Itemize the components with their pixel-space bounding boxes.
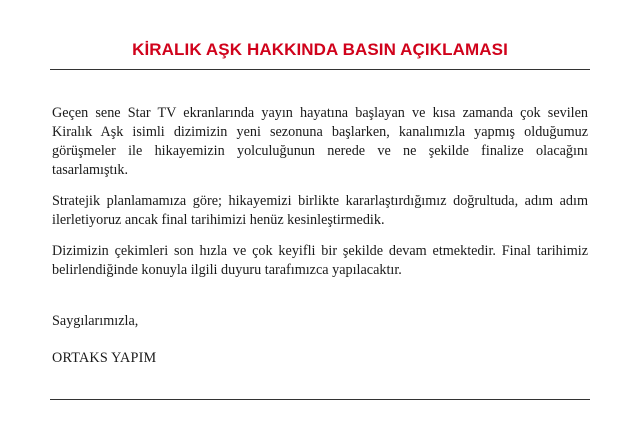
company-signature: ORTAKS YAPIM <box>52 350 157 366</box>
paragraph-1: Geçen sene Star TV ekranlarında yayın hayatına başlayan ve kısa zamanda çok sevilen Kiralık Aşk isimli dizimizin yeni sezonuna başlarken, kanalımızla yapmış olduğumuz görüşmeler ile hikayemizin yolculuğunun nerede ve ne şekilde finalize olacağını tasarlamıştık. <box>52 105 588 178</box>
document-body <box>52 104 588 292</box>
bottom-divider <box>50 399 590 400</box>
top-divider <box>50 69 590 70</box>
paragraph-3: Dizimizin çekimleri son hızla ve çok keyifli bir şekilde devam etmektedir. Final tarihimiz belirlendiğinde konuyla ilgili duyuru tarafımızca yapılacaktır. <box>52 243 588 278</box>
closing-text: Saygılarımızla, <box>52 313 139 329</box>
document-title: KİRALIK AŞK HAKKINDA BASIN AÇIKLAMASI <box>132 40 508 59</box>
paragraph-2: Stratejik planlamamıza göre; hikayemizi birlikte kararlaştırdığımız doğrultuda, adım adım ilerletiyoruz ancak final tarihimizi henüz kesinleştirmedik. <box>52 193 588 228</box>
